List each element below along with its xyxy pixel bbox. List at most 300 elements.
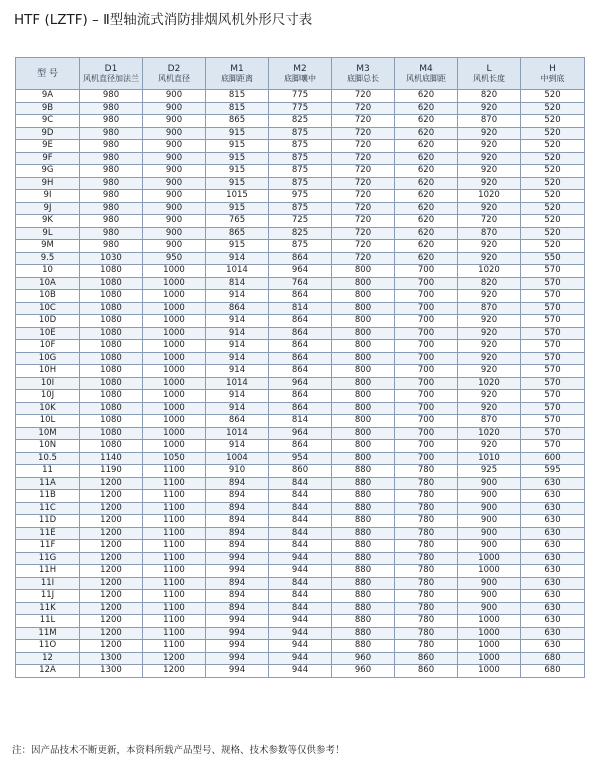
dimension-cell: 864 <box>269 390 332 403</box>
dimension-cell: 620 <box>395 240 458 253</box>
dimension-cell: 800 <box>332 390 395 403</box>
dimension-cell: 1200 <box>80 477 143 490</box>
dimension-cell: 780 <box>395 615 458 628</box>
table-row <box>16 540 585 553</box>
dimension-cell: 700 <box>395 265 458 278</box>
dimension-cell: 994 <box>206 615 269 628</box>
dimension-cell: 815 <box>206 90 269 103</box>
table-row <box>16 515 585 528</box>
model-cell: 11I <box>16 577 80 590</box>
dimension-cell: 1080 <box>80 327 143 340</box>
dimension-cell: 780 <box>395 490 458 503</box>
dimension-cell: 894 <box>206 527 269 540</box>
table-body <box>16 90 585 678</box>
model-cell: 10L <box>16 415 80 428</box>
dimension-cell: 1000 <box>458 615 521 628</box>
dimension-cell: 915 <box>206 127 269 140</box>
dimension-cell: 630 <box>521 590 585 603</box>
column-header <box>521 58 585 90</box>
dimension-cell: 1200 <box>80 590 143 603</box>
dimension-cell: 1100 <box>143 477 206 490</box>
dimension-cell: 880 <box>332 540 395 553</box>
dimension-cell: 920 <box>458 252 521 265</box>
dimension-cell: 870 <box>458 415 521 428</box>
dimension-cell: 980 <box>80 115 143 128</box>
dimension-cell: 875 <box>269 127 332 140</box>
dimension-cell: 570 <box>521 315 585 328</box>
dimension-cell: 620 <box>395 227 458 240</box>
dimension-cell: 630 <box>521 615 585 628</box>
dimension-cell: 570 <box>521 440 585 453</box>
dimension-cell: 900 <box>458 515 521 528</box>
dimension-cell: 920 <box>458 202 521 215</box>
model-cell: 11O <box>16 640 80 653</box>
dimension-cell: 914 <box>206 440 269 453</box>
dimension-cell: 1000 <box>458 627 521 640</box>
dimension-cell: 915 <box>206 140 269 153</box>
dimension-cell: 1100 <box>143 602 206 615</box>
dimension-cell: 570 <box>521 365 585 378</box>
column-header <box>16 58 80 90</box>
dimension-cell: 910 <box>206 465 269 478</box>
dimension-cell: 595 <box>521 465 585 478</box>
dimension-cell: 720 <box>332 177 395 190</box>
table-row <box>16 377 585 390</box>
dimension-cell: 570 <box>521 377 585 390</box>
dimension-cell: 700 <box>395 290 458 303</box>
table-row <box>16 652 585 665</box>
dimension-cell: 700 <box>395 415 458 428</box>
dimension-cell: 1100 <box>143 627 206 640</box>
dimension-cell: 980 <box>80 227 143 240</box>
column-header-description: 风机直径 <box>158 74 190 83</box>
dimension-cell: 880 <box>332 502 395 515</box>
table-row <box>16 390 585 403</box>
dimension-cell: 1080 <box>80 352 143 365</box>
dimension-cell: 815 <box>206 102 269 115</box>
model-cell: 9G <box>16 165 80 178</box>
table-row <box>16 177 585 190</box>
dimension-cell: 1100 <box>143 502 206 515</box>
dimension-cell: 1080 <box>80 402 143 415</box>
dimension-cell: 800 <box>332 265 395 278</box>
dimension-cell: 864 <box>269 365 332 378</box>
dimension-cell: 520 <box>521 215 585 228</box>
dimension-cell: 780 <box>395 627 458 640</box>
dimension-cell: 880 <box>332 627 395 640</box>
dimension-cell: 800 <box>332 340 395 353</box>
dimension-cell: 914 <box>206 352 269 365</box>
model-cell: 9J <box>16 202 80 215</box>
dimension-cell: 1020 <box>458 377 521 390</box>
dimension-cell: 870 <box>458 302 521 315</box>
column-header-description: 风机底脚距 <box>406 74 446 83</box>
dimension-cell: 994 <box>206 627 269 640</box>
dimension-cell: 620 <box>395 252 458 265</box>
table-row <box>16 640 585 653</box>
table-row <box>16 615 585 628</box>
dimension-cell: 1000 <box>143 290 206 303</box>
dimension-cell: 630 <box>521 627 585 640</box>
model-cell: 9K <box>16 215 80 228</box>
dimension-cell: 875 <box>269 240 332 253</box>
table-row <box>16 152 585 165</box>
table-row <box>16 202 585 215</box>
dimension-cell: 860 <box>395 665 458 678</box>
dimension-cell: 1100 <box>143 527 206 540</box>
dimension-cell: 1080 <box>80 390 143 403</box>
dimension-cell: 550 <box>521 252 585 265</box>
dimension-cell: 864 <box>269 402 332 415</box>
dimension-cell: 980 <box>80 152 143 165</box>
table-row <box>16 252 585 265</box>
dimension-cell: 1000 <box>143 427 206 440</box>
dimension-cell: 1200 <box>80 577 143 590</box>
dimension-cell: 900 <box>143 140 206 153</box>
dimension-cell: 920 <box>458 390 521 403</box>
table-row <box>16 665 585 678</box>
dimension-cell: 914 <box>206 390 269 403</box>
dimension-cell: 870 <box>458 227 521 240</box>
dimension-cell: 894 <box>206 602 269 615</box>
dimension-cell: 780 <box>395 552 458 565</box>
dimension-cell: 860 <box>269 465 332 478</box>
table-row <box>16 215 585 228</box>
dimension-cell: 800 <box>332 277 395 290</box>
dimension-cell: 980 <box>80 127 143 140</box>
dimension-cell: 920 <box>458 127 521 140</box>
table-row <box>16 452 585 465</box>
model-cell: 9E <box>16 140 80 153</box>
dimension-cell: 954 <box>269 452 332 465</box>
column-header-description: 底脚嚷中 <box>284 74 316 83</box>
table-row <box>16 127 585 140</box>
dimension-cell: 980 <box>80 140 143 153</box>
dimension-cell: 915 <box>206 165 269 178</box>
model-cell: 10 <box>16 265 80 278</box>
model-cell: 10.5 <box>16 452 80 465</box>
dimension-cell: 980 <box>80 215 143 228</box>
dimension-cell: 980 <box>80 177 143 190</box>
dimension-cell: 944 <box>269 652 332 665</box>
table-row <box>16 602 585 615</box>
dimension-cell: 994 <box>206 652 269 665</box>
dimension-cell: 520 <box>521 227 585 240</box>
dimension-cell: 900 <box>143 215 206 228</box>
dimension-cell: 520 <box>521 102 585 115</box>
dimension-cell: 920 <box>458 440 521 453</box>
dimension-cell: 720 <box>332 215 395 228</box>
dimension-cell: 1000 <box>143 402 206 415</box>
model-cell: 9B <box>16 102 80 115</box>
dimension-cell: 925 <box>458 465 521 478</box>
column-header <box>143 58 206 90</box>
dimension-cell: 894 <box>206 502 269 515</box>
column-header <box>269 58 332 90</box>
dimension-cell: 975 <box>269 190 332 203</box>
table-row <box>16 102 585 115</box>
dimension-cell: 864 <box>269 290 332 303</box>
table-row <box>16 402 585 415</box>
dimension-cell: 880 <box>332 490 395 503</box>
model-cell: 11 <box>16 465 80 478</box>
table-row <box>16 527 585 540</box>
dimension-cell: 620 <box>395 202 458 215</box>
dimension-cell: 1000 <box>458 552 521 565</box>
dimension-cell: 630 <box>521 490 585 503</box>
model-cell: 10B <box>16 290 80 303</box>
dimension-cell: 700 <box>395 352 458 365</box>
dimension-cell: 725 <box>269 215 332 228</box>
dimension-cell: 980 <box>80 202 143 215</box>
dimension-cell: 1000 <box>143 415 206 428</box>
dimension-cell: 630 <box>521 527 585 540</box>
dimension-cell: 880 <box>332 615 395 628</box>
dimension-cell: 964 <box>269 427 332 440</box>
dimension-cell: 900 <box>458 527 521 540</box>
dimension-cell: 844 <box>269 515 332 528</box>
table-row <box>16 90 585 103</box>
dimension-cell: 520 <box>521 165 585 178</box>
dimension-cell: 1000 <box>143 315 206 328</box>
dimension-cell: 800 <box>332 427 395 440</box>
dimension-cell: 1010 <box>458 452 521 465</box>
model-cell: 10C <box>16 302 80 315</box>
dimension-cell: 820 <box>458 90 521 103</box>
table-row <box>16 302 585 315</box>
table-row <box>16 440 585 453</box>
dimension-cell: 980 <box>80 102 143 115</box>
dimension-cell: 894 <box>206 490 269 503</box>
dimension-cell: 825 <box>269 227 332 240</box>
dimension-cell: 1200 <box>80 627 143 640</box>
dimension-cell: 780 <box>395 477 458 490</box>
dimension-cell: 894 <box>206 515 269 528</box>
column-header-code: M3 <box>356 64 370 74</box>
dimension-cell: 700 <box>395 277 458 290</box>
dimension-cell: 520 <box>521 127 585 140</box>
dimension-cell: 944 <box>269 565 332 578</box>
dimension-cell: 1000 <box>143 265 206 278</box>
dimension-cell: 980 <box>80 240 143 253</box>
dimension-cell: 900 <box>143 202 206 215</box>
dimension-cell: 880 <box>332 565 395 578</box>
table-row <box>16 577 585 590</box>
dimension-cell: 1000 <box>458 652 521 665</box>
dimension-cell: 1200 <box>80 515 143 528</box>
table-row <box>16 627 585 640</box>
dimension-cell: 1300 <box>80 665 143 678</box>
dimension-cell: 720 <box>332 90 395 103</box>
dimension-cell: 800 <box>332 377 395 390</box>
dimension-cell: 1200 <box>80 615 143 628</box>
model-cell: 10J <box>16 390 80 403</box>
dimension-cell: 570 <box>521 290 585 303</box>
table-row <box>16 427 585 440</box>
dimension-cell: 865 <box>206 115 269 128</box>
dimension-cell: 1300 <box>80 652 143 665</box>
dimension-cell: 630 <box>521 477 585 490</box>
dimension-cell: 1200 <box>80 490 143 503</box>
dimension-cell: 775 <box>269 102 332 115</box>
dimension-cell: 875 <box>269 202 332 215</box>
dimension-cell: 520 <box>521 140 585 153</box>
dimension-cell: 950 <box>143 252 206 265</box>
dimension-cell: 1200 <box>143 665 206 678</box>
table-row <box>16 240 585 253</box>
dimension-cell: 900 <box>458 590 521 603</box>
dimension-cell: 900 <box>143 190 206 203</box>
dimension-cell: 864 <box>269 352 332 365</box>
table-row <box>16 315 585 328</box>
dimension-cell: 1190 <box>80 465 143 478</box>
dimension-cell: 1140 <box>80 452 143 465</box>
dimension-cell: 720 <box>332 240 395 253</box>
dimension-cell: 1015 <box>206 190 269 203</box>
dimension-cell: 980 <box>80 190 143 203</box>
dimension-cell: 914 <box>206 365 269 378</box>
dimension-cell: 520 <box>521 202 585 215</box>
dimension-cell: 570 <box>521 340 585 353</box>
dimension-cell: 780 <box>395 527 458 540</box>
dimension-cell: 620 <box>395 140 458 153</box>
dimension-cell: 900 <box>143 165 206 178</box>
column-header <box>206 58 269 90</box>
dimension-cell: 680 <box>521 652 585 665</box>
column-header-code: M1 <box>230 64 244 74</box>
model-cell: 9M <box>16 240 80 253</box>
dimension-cell: 620 <box>395 215 458 228</box>
dimension-cell: 894 <box>206 577 269 590</box>
column-header-code: M4 <box>419 64 433 74</box>
dimension-cell: 814 <box>269 302 332 315</box>
model-cell: 11D <box>16 515 80 528</box>
dimension-cell: 864 <box>206 302 269 315</box>
dimension-cell: 780 <box>395 577 458 590</box>
dimension-cell: 600 <box>521 452 585 465</box>
model-cell: 11C <box>16 502 80 515</box>
dimension-cell: 860 <box>395 652 458 665</box>
dimension-cell: 880 <box>332 552 395 565</box>
model-cell: 10I <box>16 377 80 390</box>
model-cell: 11F <box>16 540 80 553</box>
dimension-cell: 720 <box>332 140 395 153</box>
dimension-cell: 570 <box>521 352 585 365</box>
dimension-cell: 1200 <box>80 527 143 540</box>
dimension-cell: 920 <box>458 327 521 340</box>
model-cell: 11J <box>16 590 80 603</box>
dimension-cell: 914 <box>206 290 269 303</box>
table-row <box>16 552 585 565</box>
dimension-cell: 900 <box>143 127 206 140</box>
column-header <box>332 58 395 90</box>
dimension-cell: 1020 <box>458 265 521 278</box>
dimension-cell: 820 <box>458 277 521 290</box>
dimension-cell: 720 <box>332 102 395 115</box>
dimension-cell: 1000 <box>143 440 206 453</box>
table-header <box>16 58 585 90</box>
dimension-cell: 900 <box>143 90 206 103</box>
dimension-cell: 630 <box>521 552 585 565</box>
dimension-cell: 720 <box>332 152 395 165</box>
dimension-cell: 844 <box>269 602 332 615</box>
dimension-cell: 720 <box>458 215 521 228</box>
dimension-cell: 844 <box>269 502 332 515</box>
model-cell: 9I <box>16 190 80 203</box>
column-header-description: 中到底 <box>540 74 565 83</box>
dimension-cell: 844 <box>269 527 332 540</box>
dimension-cell: 1000 <box>143 340 206 353</box>
dimension-cell: 1200 <box>80 565 143 578</box>
dimension-cell: 700 <box>395 315 458 328</box>
dimension-cell: 1100 <box>143 615 206 628</box>
dimension-cell: 1000 <box>458 665 521 678</box>
dimension-cell: 1000 <box>143 352 206 365</box>
dimension-cell: 620 <box>395 152 458 165</box>
dimension-cell: 570 <box>521 415 585 428</box>
dimension-cell: 1000 <box>458 640 521 653</box>
dimension-cell: 920 <box>458 140 521 153</box>
dimension-cell: 1004 <box>206 452 269 465</box>
dimension-cell: 1100 <box>143 565 206 578</box>
dimension-cell: 1200 <box>80 640 143 653</box>
dimension-cell: 1200 <box>143 652 206 665</box>
dimension-table <box>15 57 585 678</box>
dimension-cell: 1020 <box>458 190 521 203</box>
dimension-cell: 1200 <box>80 540 143 553</box>
column-header-code: H <box>549 64 556 74</box>
table-row <box>16 365 585 378</box>
dimension-cell: 1014 <box>206 377 269 390</box>
dimension-cell: 914 <box>206 252 269 265</box>
dimension-cell: 900 <box>458 490 521 503</box>
dimension-cell: 900 <box>458 577 521 590</box>
dimension-cell: 900 <box>458 602 521 615</box>
dimension-cell: 1080 <box>80 265 143 278</box>
dimension-cell: 800 <box>332 315 395 328</box>
dimension-cell: 780 <box>395 465 458 478</box>
dimension-cell: 630 <box>521 540 585 553</box>
dimension-cell: 875 <box>269 152 332 165</box>
dimension-cell: 720 <box>332 227 395 240</box>
header-row <box>16 58 585 90</box>
dimension-cell: 920 <box>458 352 521 365</box>
dimension-cell: 900 <box>458 502 521 515</box>
dimension-cell: 720 <box>332 127 395 140</box>
dimension-cell: 814 <box>269 415 332 428</box>
dimension-cell: 844 <box>269 477 332 490</box>
dimension-cell: 980 <box>80 165 143 178</box>
dimension-cell: 620 <box>395 177 458 190</box>
model-cell: 11L <box>16 615 80 628</box>
dimension-cell: 1000 <box>143 377 206 390</box>
dimension-cell: 780 <box>395 590 458 603</box>
dimension-cell: 920 <box>458 152 521 165</box>
dimension-cell: 1100 <box>143 465 206 478</box>
table-row <box>16 352 585 365</box>
model-cell: 10G <box>16 352 80 365</box>
dimension-cell: 1014 <box>206 265 269 278</box>
dimension-cell: 1080 <box>80 440 143 453</box>
dimension-cell: 894 <box>206 540 269 553</box>
dimension-cell: 875 <box>269 177 332 190</box>
dimension-cell: 1080 <box>80 427 143 440</box>
model-cell: 10D <box>16 315 80 328</box>
table-row <box>16 502 585 515</box>
dimension-cell: 800 <box>332 415 395 428</box>
dimension-cell: 1100 <box>143 490 206 503</box>
dimension-cell: 700 <box>395 427 458 440</box>
